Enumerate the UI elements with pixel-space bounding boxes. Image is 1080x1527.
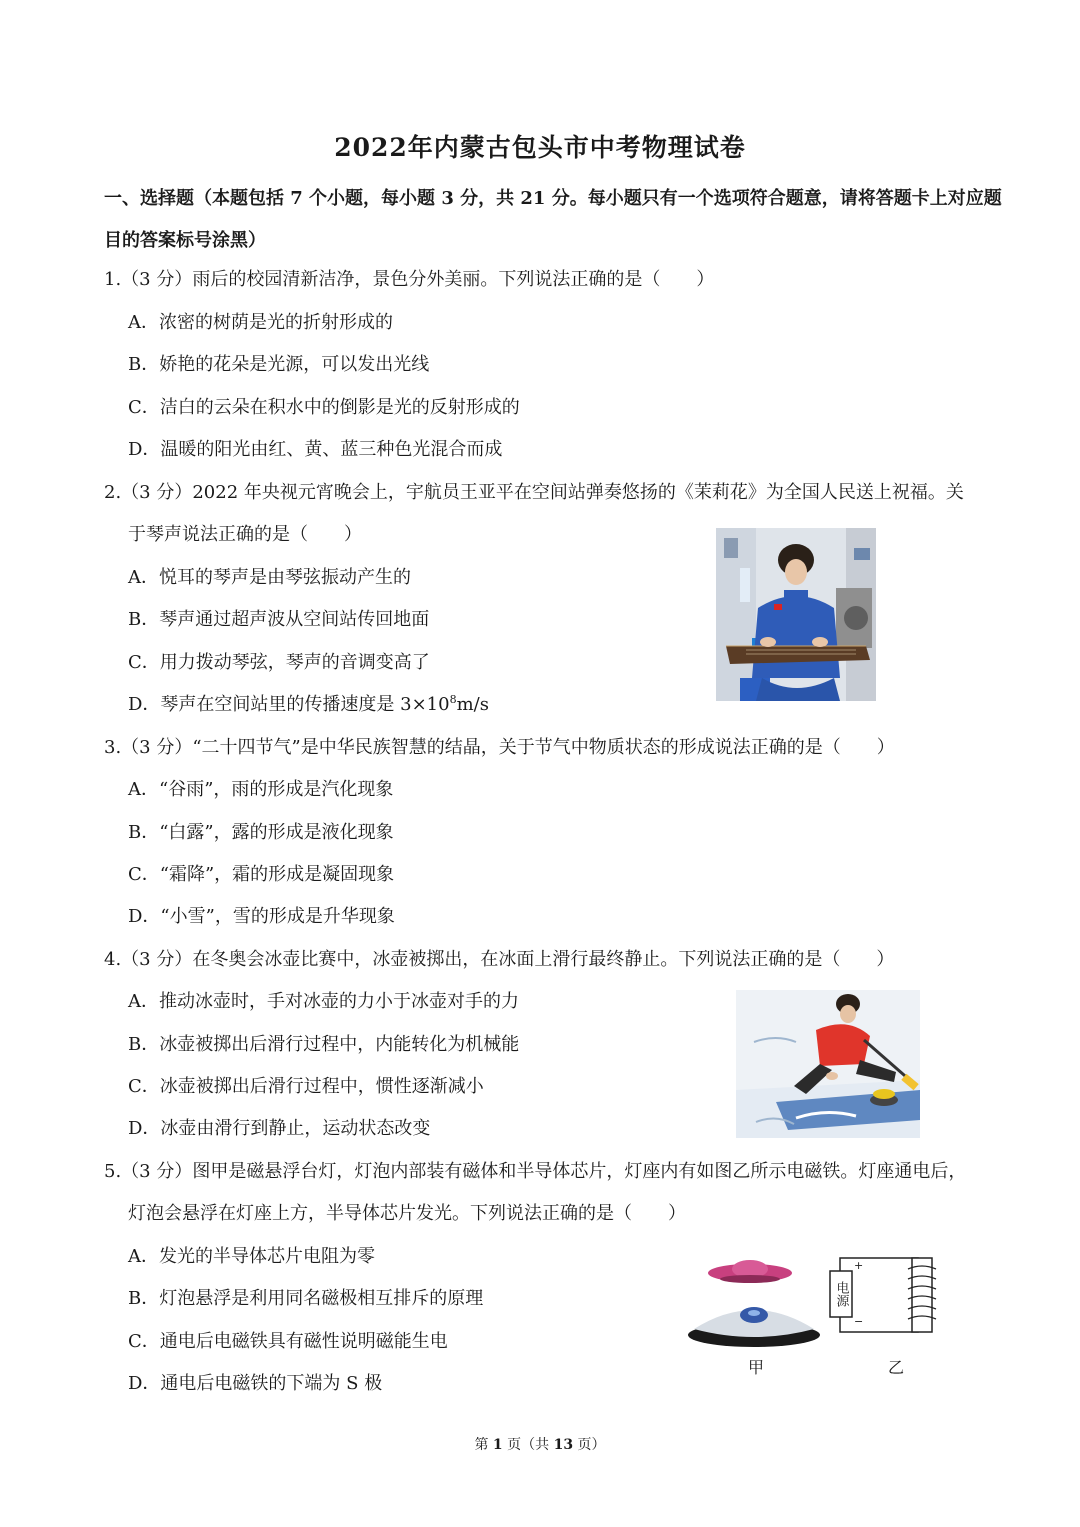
footer-prefix: 第 — [474, 1437, 493, 1453]
question-4-option-b: B．冰壶被掷出后滑行过程中，内能转化为机械能 — [128, 1034, 520, 1055]
astronaut-guzheng-photo — [716, 528, 876, 701]
electromagnet-circuit-figure — [820, 1255, 940, 1335]
question-3-option-d: D．“小雪”，雪的形成是升华现象 — [128, 906, 395, 927]
question-1-option-d: D．温暖的阳光由红、黄、蓝三种色光混合而成 — [128, 439, 503, 460]
power-source-label: 电源 — [833, 1281, 849, 1307]
question-5-stem-cont: 灯泡会悬浮在灯座上方，半导体芯片发光。下列说法正确的是（ ） — [128, 1203, 686, 1224]
question-4-stem: 4.（3 分）在冬奥会冰壶比赛中，冰壶被掷出，在冰面上滑行最终静止。下列说法正确的是（ ） — [104, 949, 895, 970]
question-5-option-b: B．灯泡悬浮是利用同名磁极相互排斥的原理 — [128, 1288, 484, 1309]
unit: m/s — [456, 694, 489, 715]
question-3-stem: 3.（3 分）“二十四节气”是中华民族智慧的结晶，关于节气中物质状态的形成说法正确的是（ ） — [104, 737, 895, 758]
electromagnet-circuit-diagram — [820, 1255, 940, 1335]
plus-terminal: + — [854, 1259, 864, 1272]
question-5-option-a: A．发光的半导体芯片电阻为零 — [128, 1246, 375, 1267]
question-2-option-a: A．悦耳的琴声是由琴弦振动产生的 — [128, 567, 411, 588]
curling-photo — [736, 990, 920, 1138]
astronaut-illustration — [716, 528, 876, 701]
question-2-option-d — [128, 693, 489, 717]
question-2-option-b: B．琴声通过超声波从空间站传回地面 — [128, 609, 430, 630]
question-5-option-d: D．通电后电磁铁的下端为 S 极 — [128, 1373, 383, 1394]
section-heading: 一、选择题（本题包括 7 个小题，每小题 3 分，共 21 分。每小题只有一个选项符合题意，请将答题卡上对应题目的答案标号涂黑） — [104, 188, 1002, 251]
exponent: 8 — [449, 693, 457, 706]
question-1-option-a: A．浓密的树荫是光的折射形成的 — [128, 312, 393, 333]
question-4-option-d: D．冰壶由滑行到静止，运动状态改变 — [128, 1118, 431, 1139]
question-2-stem-cont: 于琴声说法正确的是（ ） — [128, 524, 362, 545]
figure-label-yi: 乙 — [888, 1358, 905, 1377]
question-5-option-c: C．通电后电磁铁具有磁性说明磁能生电 — [128, 1331, 448, 1352]
maglev-lamp-figure — [684, 1255, 824, 1350]
question-4-option-a: A．推动冰壶时，手对冰壶的力小于冰壶对手的力 — [128, 991, 519, 1012]
question-3-option-b: B．“白露”，露的形成是液化现象 — [128, 822, 394, 843]
footer-middle: 页（共 — [502, 1437, 554, 1453]
question-3-option-c: C．“霜降”，霜的形成是凝固现象 — [128, 864, 395, 885]
curling-illustration — [736, 990, 920, 1138]
page-title: 2022年内蒙古包头市中考物理试卷 — [334, 133, 746, 162]
footer-suffix: 页） — [573, 1437, 606, 1453]
option-d-text: D．琴声在空间站里的传播速度是 3×10 — [128, 694, 450, 715]
question-1-option-b: B．娇艳的花朵是光源，可以发出光线 — [128, 354, 430, 375]
figure-label-jia: 甲 — [748, 1358, 765, 1377]
total-page-count: 13 — [553, 1437, 574, 1453]
question-5-stem: 5.（3 分）图甲是磁悬浮台灯，灯泡内部装有磁体和半导体芯片，灯座内有如图乙所示电磁铁。灯座通电后， — [104, 1161, 967, 1182]
question-1-stem: 1.（3 分）雨后的校园清新洁净，景色分外美丽。下列说法正确的是（ ） — [104, 269, 715, 290]
maglev-lamp-illustration — [684, 1255, 824, 1350]
question-1-option-c: C．洁白的云朵在积水中的倒影是光的反射形成的 — [128, 397, 520, 418]
question-4-option-c: C．冰壶被掷出后滑行过程中，惯性逐渐减小 — [128, 1076, 484, 1097]
question-2-stem: 2.（3 分）2022 年央视元宵晚会上，宇航员王亚平在空间站弹奏悠扬的《茉莉花》为全国人民送上祝福。关 — [104, 482, 964, 503]
question-3-option-a: A．“谷雨”，雨的形成是汽化现象 — [128, 779, 394, 800]
page-footer — [0, 1434, 1080, 1454]
minus-terminal: − — [854, 1315, 864, 1328]
question-2-option-c: C．用力拨动琴弦，琴声的音调变高了 — [128, 652, 430, 673]
current-page-number: 1 — [492, 1437, 503, 1453]
